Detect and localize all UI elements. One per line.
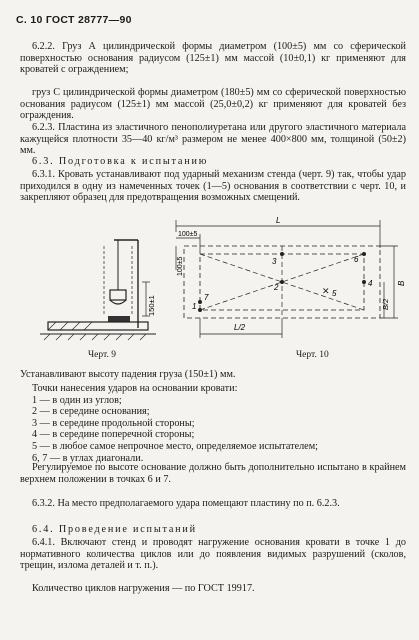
- list-intro: Точки нанесения ударов на основании кровати:: [32, 383, 238, 394]
- figure-10-caption: Черт. 10: [296, 350, 329, 360]
- point-5-marker: ✕: [322, 286, 330, 296]
- point-6-label: 6: [354, 255, 359, 264]
- point-5-label: 5: [332, 289, 337, 298]
- paragraph-drop-height: Устанавливают высоту падения груза (150±1) мм.: [20, 369, 236, 380]
- list-item: 3 — в середине продольной стороны;: [32, 417, 195, 429]
- paragraph-6-3-2: 6.3.2. На место предполагаемого удара помещают пластину по п. 6.2.3.: [32, 498, 340, 509]
- figure-10-left-offset-label: 100±5: [177, 256, 184, 276]
- figure-10-length-label: L: [276, 216, 281, 225]
- figure-10-half-length-label: L/2: [234, 323, 246, 332]
- point-7-label: 7: [204, 293, 209, 302]
- figure-9-dimension-label: 150±1: [147, 295, 156, 316]
- paragraph-6-2-3: 6.2.3. Пластина из эластичного пенополиуретана или другого эластичного материала кажущейся плотности 35—40 кг/м³ размером не менее 400×800 мм, толщиной (50±2) мм.: [20, 122, 406, 157]
- paragraph-6-2-2: 6.2.2. Груз А цилиндрической формы диаметром (100±5) мм со сферической поверхностью основания радиусом (125±1) мм массой (10±0,1) кг применяют для кроватей с ограждением;: [20, 41, 406, 76]
- paragraph-6-4-1: 6.4.1. Включают стенд и проводят нагружение основания кровати в точке 1 до нормативного количества циклов или до появления видимых разрушений (сколов, трещин, излома деталей и т. п.).: [20, 537, 406, 572]
- figure-10-half-width-label: B/2: [381, 298, 390, 310]
- figure-10-width-label: B: [397, 280, 406, 286]
- figure-10-impact-points: [172, 214, 408, 346]
- figure-9-caption: Черт. 9: [88, 350, 116, 360]
- paragraph-cycle-count: Количество циклов нагружения — по ГОСТ 19917.: [32, 583, 255, 594]
- paragraph-adjustable-base: Регулируемое по высоте основание должно быть дополнительно испытано в крайнем верхнем положении в точках 6 и 7.: [20, 462, 406, 485]
- list-item: 2 — в середине основания;: [32, 406, 150, 418]
- list-item: 6, 7 — в углах диагонали.: [32, 452, 144, 464]
- point-1-label: 1: [192, 302, 197, 311]
- list-item: 1 — в один из углов;: [32, 394, 122, 406]
- point-4-label: 4: [368, 279, 373, 288]
- paragraph-6-3-1: 6.3.1. Кровать устанавливают под ударный механизм стенда (черт. 9) так, чтобы удар приходился в одну из намеченных точек (1—5) основания в соответствии с черт. 10, и закрепляют образец для предотвращения возможных смещений.: [20, 169, 406, 204]
- section-heading-6-4: 6.4. Проведение испытаний: [32, 524, 197, 535]
- figure-9-impact-stand: [38, 232, 158, 342]
- list-item: 5 — в любое самое непрочное место, определяемое испытателем;: [32, 440, 318, 452]
- list-item: 4 — в середине поперечной стороны;: [32, 429, 195, 441]
- paragraph-weight-c: груз С цилиндрической формы диаметром (180±5) мм со сферической поверхностью основания радиусом (125±1) мм массой (25,0±0,2) кг применяют для кроватей без ограждения.: [20, 87, 406, 122]
- page-header: С. 10 ГОСТ 28777—90: [16, 14, 132, 26]
- figure-10-top-offset-label: 100±5: [178, 231, 198, 238]
- point-3-label: 3: [272, 257, 277, 266]
- point-2-label: 2: [274, 283, 279, 292]
- section-heading-6-3: 6.3. Подготовка к испытанию: [32, 156, 209, 167]
- impact-points-list: [20, 383, 406, 464]
